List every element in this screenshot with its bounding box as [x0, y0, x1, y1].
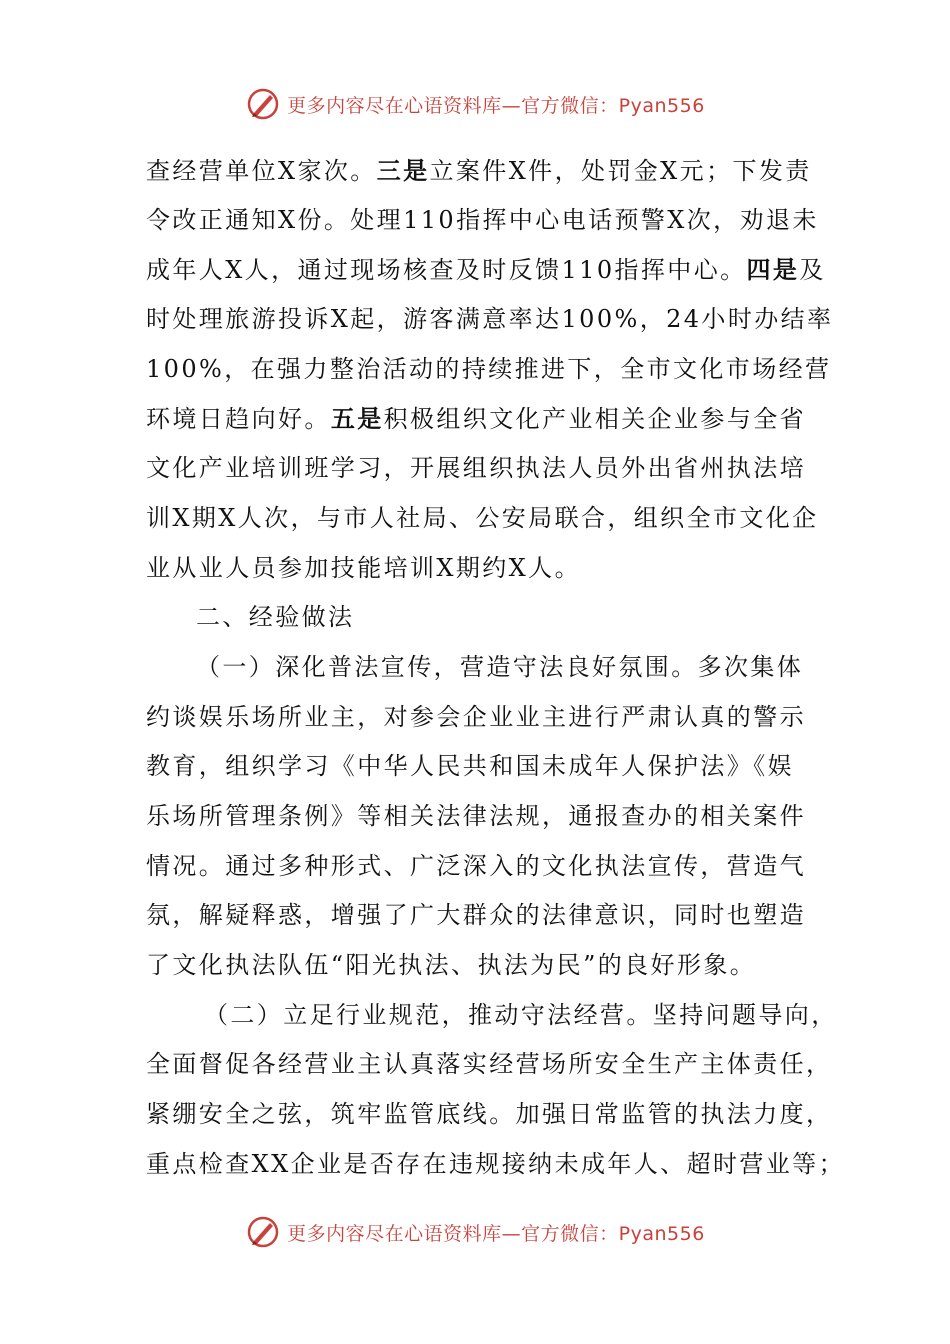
text-line [146, 1140, 845, 1190]
text-line [146, 693, 806, 743]
text-line [146, 494, 819, 544]
text-line [146, 295, 834, 345]
watermark-text-bottom: 更多内容尽在心语资料库—官方微信：Pyan556 [287, 1222, 705, 1245]
text-line [146, 1040, 833, 1090]
pen-logo-icon [245, 86, 281, 122]
text-line [146, 146, 812, 196]
text-segment: 文化产业培训班学习，开展组织执法人员外出省州执法培 [146, 454, 806, 483]
text-segment: 教育，组织学习《中华人民共和国未成年人保护法》《娱 [146, 752, 794, 781]
text-segment: 令改正通知X份。处理110指挥中心电话预警X次，劝退未 [146, 205, 819, 234]
text-segment: 二、经验做法 [196, 603, 355, 632]
watermark-banner-bottom [0, 1212, 950, 1252]
text-line [146, 593, 806, 643]
text-segment: 环境日趋向好。 [146, 405, 331, 434]
text-segment: （二）立足行业规范，推动守法经营。坚持问题导向， [204, 1000, 838, 1029]
text-line [146, 991, 838, 1041]
text-line [146, 444, 806, 494]
text-segment: 成年人X人，通过现场核查及时反馈110指挥中心。 [146, 256, 747, 285]
text-segment: 了文化执法队伍“阳光执法、执法为民”的良好形象。 [146, 951, 757, 979]
text-segment: 全面督促各经营业主认真落实经营场所安全生产主体责任， [146, 1050, 833, 1079]
text-line [146, 1090, 833, 1140]
text-line [146, 792, 806, 842]
text-segment: 100%，在强力整治活动的持续推进下，全市文化市场经营 [146, 354, 832, 383]
text-line [146, 345, 832, 395]
text-line [146, 196, 819, 246]
text-segment: 训X期X人次，与市人社局、公安局联合，组织全市文化企 [146, 503, 819, 532]
text-line [146, 891, 806, 941]
bold-keyword: 三是 [376, 156, 430, 185]
text-line [146, 245, 826, 295]
text-segment: 乐场所管理条例》等相关法律法规，通报查办的相关案件 [146, 801, 806, 830]
text-line [146, 544, 806, 594]
text-segment: 紧绷安全之弦，筑牢监管底线。加强日常监管的执法力度， [146, 1100, 833, 1129]
text-segment: 查经营单位X家次。 [146, 157, 377, 185]
text-segment: 约谈娱乐场所业主，对参会企业业主进行严肃认真的警示 [146, 702, 806, 731]
text-segment: 及 [799, 256, 826, 285]
text-line [146, 643, 806, 693]
text-line [146, 842, 806, 892]
bold-keyword: 四是 [746, 255, 800, 285]
text-line [146, 941, 806, 991]
text-line [146, 394, 806, 444]
document-body [146, 146, 845, 1189]
watermark-banner-top [0, 84, 950, 124]
watermark-text-top: 更多内容尽在心语资料库—官方微信：Pyan556 [287, 94, 705, 117]
text-segment: 立案件X件，处罚金X元；下发责 [429, 157, 812, 185]
text-segment: 时处理旅游投诉X起，游客满意率达100%，24小时办结率 [146, 305, 834, 334]
text-segment: 业从业人员参加技能培训X期约X人。 [146, 553, 581, 582]
text-line [146, 742, 806, 792]
text-segment: 积极组织文化产业相关企业参与全省 [383, 405, 807, 434]
pen-logo-icon [245, 1214, 281, 1250]
text-segment: （一）深化普法宣传，营造守法良好氛围。多次集体 [196, 652, 804, 681]
bold-keyword: 五是 [330, 404, 384, 434]
text-segment: 重点检查XX企业是否存在违规接纳未成年人、超时营业等； [146, 1149, 845, 1178]
text-segment: 情况。通过多种形式、广泛深入的文化执法宣传，营造气 [146, 851, 806, 880]
text-segment: 氛，解疑释惑，增强了广大群众的法律意识，同时也塑造 [146, 901, 806, 930]
